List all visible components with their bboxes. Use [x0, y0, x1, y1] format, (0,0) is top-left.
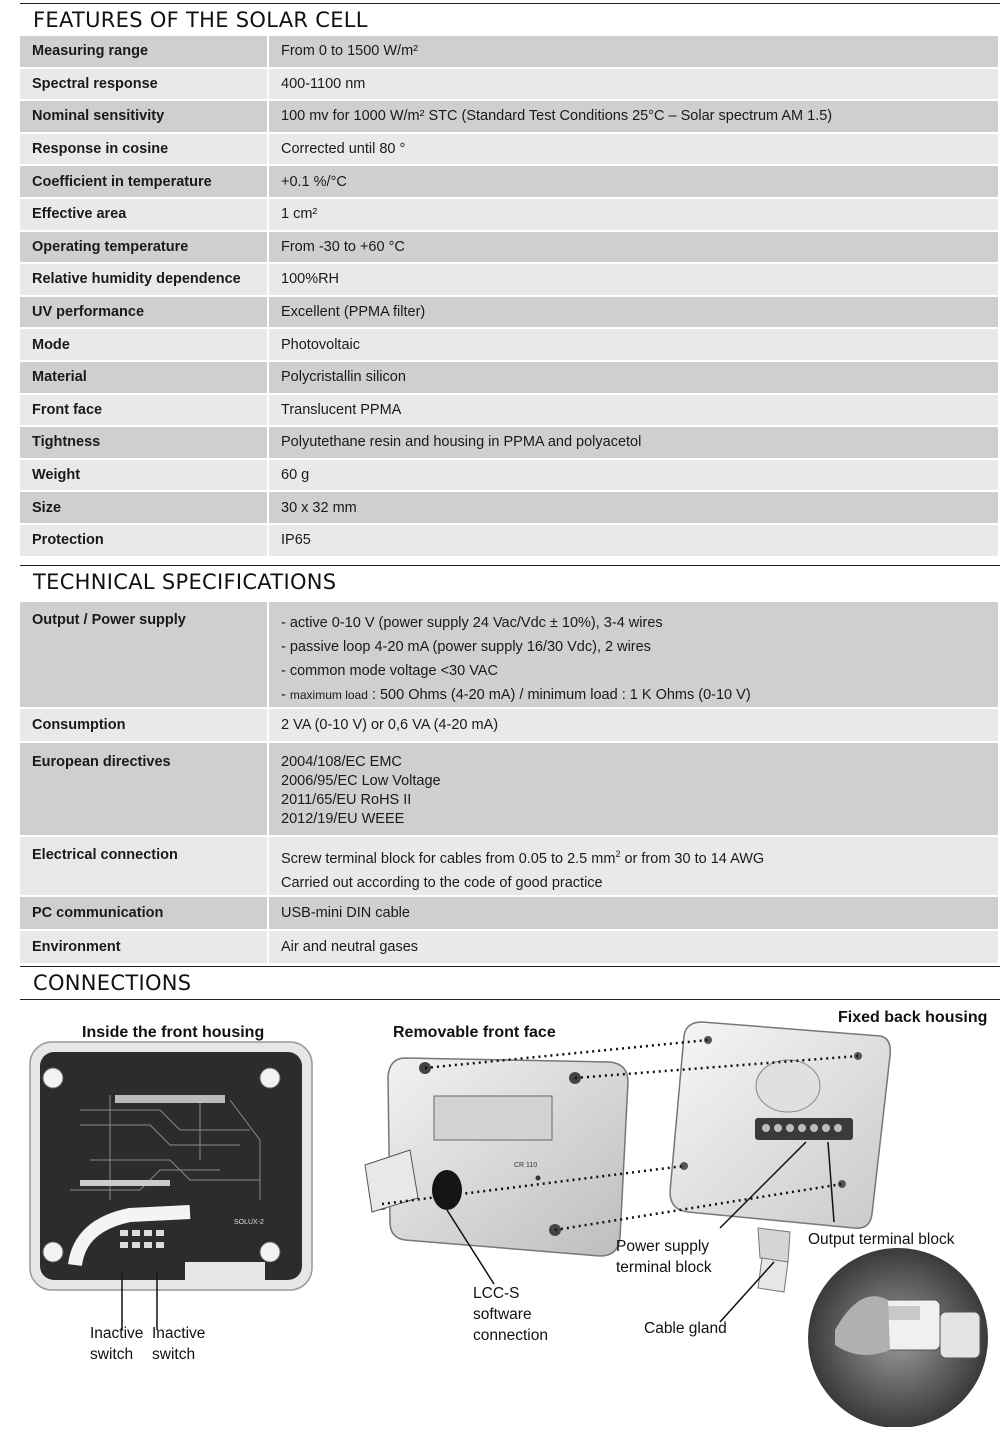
table-row: [20, 165, 998, 198]
spec-value: From -30 to +60 °C: [268, 231, 998, 264]
table-row: [20, 459, 998, 492]
table-row: [20, 361, 998, 394]
device-label: CR 110: [514, 1162, 538, 1169]
spec-label: PC communication: [20, 896, 268, 930]
spec-label: Measuring range: [20, 36, 268, 68]
table-row: [20, 742, 998, 836]
directive-line: 2006/95/EC Low Voltage: [281, 773, 441, 789]
table-row: [20, 930, 998, 964]
spec-value: 100 mv for 1000 W/m² STC (Standard Test Conditions 25°C – Solar spectrum AM 1.5): [268, 100, 998, 133]
technical-table: [20, 602, 998, 965]
directive-line: 2011/65/EU RoHS II: [281, 792, 412, 808]
table-row: [20, 198, 998, 231]
table-row: [20, 296, 998, 329]
spec-value: 400-1100 nm: [268, 68, 998, 101]
spec-value: [268, 836, 998, 896]
spec-label: Coefficient in temperature: [20, 165, 268, 198]
spec-label: Mode: [20, 328, 268, 361]
table-row: [20, 426, 998, 459]
fixed-back-housing-caption: Fixed back housing: [838, 1009, 988, 1026]
spec-label: Front face: [20, 394, 268, 427]
features-table: [20, 36, 998, 558]
board-label: SOLUX-2: [234, 1219, 264, 1226]
removable-front-face-caption: Removable front face: [393, 1024, 556, 1041]
front-face-photo: [365, 1058, 628, 1256]
directive-line: 2012/19/EU WEEE: [281, 811, 405, 827]
table-row: [20, 836, 998, 896]
spec-label: Environment: [20, 930, 268, 964]
inside-front-housing-caption: Inside the front housing: [82, 1024, 265, 1041]
spec-value: [268, 602, 998, 708]
spec-value: 100%RH: [268, 263, 998, 296]
connections-section-title: CONNECTIONS: [20, 966, 1000, 1000]
spec-value: Photovoltaic: [268, 328, 998, 361]
connections-figure: [20, 1000, 1000, 1427]
output-line: - passive loop 4-20 mA (power supply 16/30 Vdc), 2 wires: [281, 639, 651, 655]
table-row: [20, 68, 998, 101]
table-row: [20, 602, 998, 708]
spec-value: Polyutethane resin and housing in PPMA and polyacetol: [268, 426, 998, 459]
spec-value: 30 x 32 mm: [268, 491, 998, 524]
spec-label: Effective area: [20, 198, 268, 231]
pcb-photo: [30, 1042, 312, 1290]
electrical-line: Screw terminal block for cables from 0.05 to 2.5 $mm^2$ or from 30 to 14 AWG: [281, 849, 765, 867]
table-row: [20, 708, 998, 742]
spec-value: +0.1 %/°C: [268, 165, 998, 198]
spec-label: Electrical connection: [20, 836, 268, 896]
output-line: - maximum load : 500 Ohms (4-20 mA) / minimum load : 1 K Ohms (0-10 V): [281, 687, 751, 703]
spec-value: IP65: [268, 524, 998, 557]
table-row: [20, 896, 998, 930]
power-supply-caption: Power supply terminal block: [616, 1238, 712, 1276]
output-terminal-caption: Output terminal block: [808, 1231, 955, 1248]
directive-line: 2004/108/EC EMC: [281, 754, 402, 770]
spec-label: Size: [20, 491, 268, 524]
table-row: [20, 133, 998, 166]
spec-value: 1 cm²: [268, 198, 998, 231]
spec-value: Air and neutral gases: [268, 930, 998, 964]
output-line: - active 0-10 V (power supply 24 Vac/Vdc ± 10%), 3-4 wires: [281, 615, 663, 631]
spec-label: UV performance: [20, 296, 268, 329]
spec-label: Material: [20, 361, 268, 394]
spec-label: Response in cosine: [20, 133, 268, 166]
output-line: - common mode voltage <30 VAC: [281, 663, 498, 679]
handling-photo: [808, 1248, 988, 1427]
spec-value: Polycristallin silicon: [268, 361, 998, 394]
table-row: [20, 328, 998, 361]
spec-value: Excellent (PPMA filter): [268, 296, 998, 329]
spec-value: [268, 742, 998, 836]
technical-section-title: TECHNICAL SPECIFICATIONS: [20, 565, 1000, 599]
spec-label: Nominal sensitivity: [20, 100, 268, 133]
spec-value: From 0 to 1500 W/m²: [268, 36, 998, 68]
table-row: [20, 524, 998, 557]
spec-label: Operating temperature: [20, 231, 268, 264]
inactive-switch-caption-2: Inactive switch: [152, 1325, 206, 1363]
spec-label: Spectral response: [20, 68, 268, 101]
spec-label: Relative humidity dependence: [20, 263, 268, 296]
table-row: [20, 263, 998, 296]
spec-label: Consumption: [20, 708, 268, 742]
table-row: [20, 36, 998, 68]
spec-value: 2 VA (0-10 V) or 0,6 VA (4-20 mA): [268, 708, 998, 742]
features-section-title: FEATURES OF THE SOLAR CELL: [20, 3, 1000, 37]
electrical-line: Carried out according to the code of good practice: [281, 874, 603, 891]
table-row: [20, 100, 998, 133]
inactive-switch-caption-1: Inactive switch: [90, 1325, 144, 1363]
spec-label: Tightness: [20, 426, 268, 459]
spec-value: USB-mini DIN cable: [268, 896, 998, 930]
spec-label: Protection: [20, 524, 268, 557]
spec-label: European directives: [20, 742, 268, 836]
spec-label: Weight: [20, 459, 268, 492]
table-row: [20, 231, 998, 264]
spec-label: Output / Power supply: [20, 602, 268, 708]
cable-gland-caption: Cable gland: [644, 1320, 727, 1337]
spec-value: Translucent PPMA: [268, 394, 998, 427]
spec-value: Corrected until 80 °: [268, 133, 998, 166]
lccs-caption: LCC-S software connection: [473, 1285, 548, 1344]
table-row: [20, 394, 998, 427]
spec-value: 60 g: [268, 459, 998, 492]
table-row: [20, 491, 998, 524]
